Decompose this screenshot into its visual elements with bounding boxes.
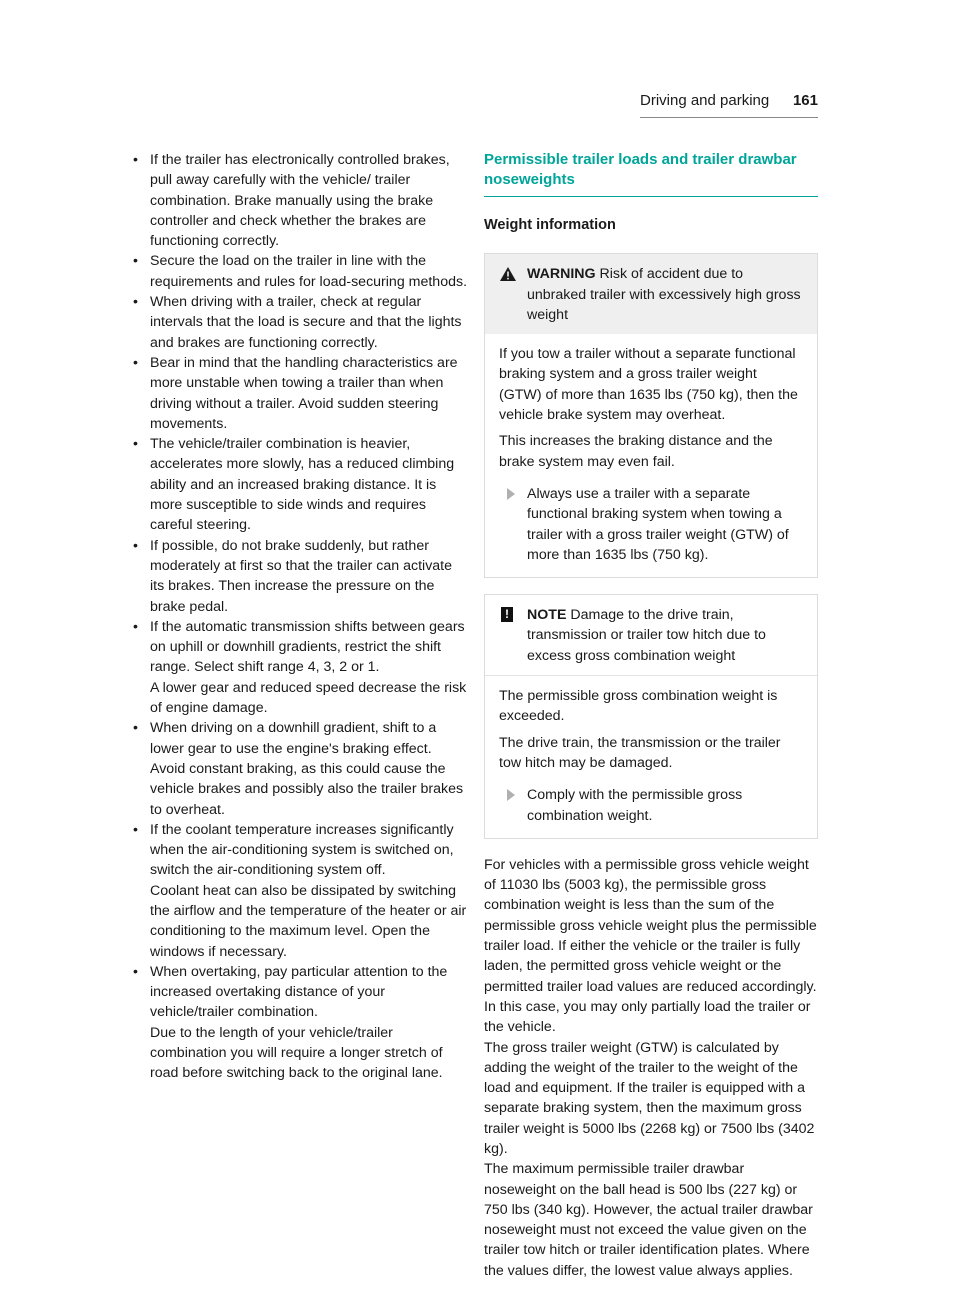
list-item xyxy=(130,962,470,1084)
note-action-text: Comply with the permissible gross combination weight. xyxy=(527,787,743,824)
list-item-text: • When driving on a downhill gradient, shift to a lower gear to use the engine's braking effect. xyxy=(150,720,437,757)
list-item xyxy=(130,434,470,535)
warning-header xyxy=(485,254,817,334)
warning-action-text: Always use a trailer with a separate functional braking system when towing a trailer with a gross trailer weight (GTW) of more than 1635 lbs (750 kg). xyxy=(527,485,789,563)
weight-info-text xyxy=(484,855,818,1281)
header-divider xyxy=(640,117,818,118)
note-body xyxy=(485,675,817,838)
page-number: 161 xyxy=(792,92,818,109)
list-item-text: • If the automatic transmission shifts between gears on uphill or downhill gradients, restrict the shift range. Select shift range 4, 3, 2 or 1. xyxy=(150,618,465,676)
warning-body xyxy=(485,334,817,577)
note-text: The permissible gross combination weight is exceeded. xyxy=(499,688,778,725)
note-action xyxy=(499,785,803,826)
note-box xyxy=(484,594,818,839)
list-item-text: • If possible, do not brake suddenly, but rather moderately at first so that the trailer can activate its brakes. Then increase the pressure on the brake pedal. xyxy=(150,537,453,615)
action-arrow-icon xyxy=(507,789,515,801)
paragraph: The maximum permissible trailer drawbar noseweight on the ball head is 500 lbs (227 kg) or 750 lbs (340 kg). However, the actual trailer drawbar noseweight must not exceed the value given on the trailer tow hitch or trailer identification plates. Where the values differ, the lowest value always applies. xyxy=(484,1161,813,1279)
list-item-text: • If the trailer has electronically controlled brakes, pull away carefully with the vehicle/ trailer combination. Brake manually using the brake controller and check whether the brakes are functioning correctly. xyxy=(150,152,450,250)
note-text: The drive train, the transmission or the trailer tow hitch may be damaged. xyxy=(499,734,781,771)
action-arrow-icon xyxy=(507,488,515,500)
paragraph: The gross trailer weight (GTW) is calculated by adding the weight of the trailer to the weight of the load and equipment. If the trailer is equipped with a separate braking system, then the maximum gross trailer weight is 5000 lbs (2268 kg) or 7500 lbs (3402 kg). xyxy=(484,1039,815,1157)
warning-label: WARNING xyxy=(527,266,596,283)
section-name: Driving and parking xyxy=(640,92,770,109)
list-item xyxy=(130,536,470,617)
list-item-text: • If the coolant temperature increases significantly when the air-conditioning system is switched on, switch the air-conditioning system off. xyxy=(150,821,454,879)
page-header xyxy=(640,92,818,109)
exclamation-icon: ! xyxy=(501,607,513,622)
list-item-text: Avoid constant braking, as this could cause the vehicle brakes and possibly also the trailer brakes to overheat. xyxy=(150,760,464,818)
note-title: Damage to the drive train, transmission or trailer tow hitch due to excess gross combination weight xyxy=(527,607,766,664)
warning-box xyxy=(484,253,818,578)
list-item xyxy=(130,292,470,353)
list-item xyxy=(130,353,470,434)
list-item-text: • Bear in mind that the handling characteristics are more unstable when towing a trailer than when driving without a trailer. Avoid sudden steering movements. xyxy=(150,354,458,432)
list-item-text: Due to the length of your vehicle/trailer combination you will require a longer stretch of road before switching back to the original lane. xyxy=(150,1024,443,1082)
warning-text: This increases the braking distance and the brake system may even fail. xyxy=(499,433,773,470)
note-header xyxy=(485,595,817,675)
list-item xyxy=(130,617,470,718)
warning-text: If you tow a trailer without a separate functional braking system and a gross trailer weight (GTW) of more than 1635 lbs (750 kg), then the vehicle brake system may overheat. xyxy=(499,346,798,424)
warning-action xyxy=(499,484,803,565)
section-title: Permissible trailer loads and trailer drawbar noseweights xyxy=(484,150,818,197)
left-column xyxy=(130,150,470,1084)
subheading: Weight information xyxy=(484,217,616,233)
list-item-text: • The vehicle/trailer combination is heavier, accelerates more slowly, has a reduced climbing ability and an increased braking distance. It is more susceptible to side winds and requires careful steering. xyxy=(150,436,455,534)
towing-tips-list xyxy=(130,150,470,1084)
note-label: NOTE xyxy=(527,607,567,624)
warning-triangle-icon xyxy=(499,266,517,282)
list-item-text: A lower gear and reduced speed decrease the risk of engine damage. xyxy=(150,679,467,717)
warning-title: Risk of accident due to unbraked trailer with excessively high gross weight xyxy=(527,266,801,323)
list-item xyxy=(130,251,470,292)
list-item-text: Coolant heat can also be dissipated by switching the airflow and the temperature of the heater or air conditioning to the maximum level. Open the windows if necessary. xyxy=(150,882,467,960)
list-item-text: • When driving with a trailer, check at regular intervals that the load is secure and that the lights and brakes are functioning correctly. xyxy=(150,294,462,351)
list-item xyxy=(130,718,470,819)
list-item-text: • When overtaking, pay particular attention to the increased overtaking distance of your vehicle/trailer combination. xyxy=(150,963,448,1021)
right-column xyxy=(484,150,818,1281)
paragraph: For vehicles with a permissible gross vehicle weight of 11030 lbs (5003 kg), the permissible gross combination weight is less than the sum of the permissible gross vehicle weight plus the permissible trailer load. If either the vehicle or the trailer is fully laden, the permitted gross vehicle weight or the permitted trailer load values are reduced accordingly. In this case, you may only partially load the trailer or the vehicle. xyxy=(484,856,817,1036)
list-item xyxy=(130,820,470,962)
list-item-text: • Secure the load on the trailer in line with the requirements and rules for load-securing methods. xyxy=(150,253,468,290)
list-item xyxy=(130,150,470,251)
